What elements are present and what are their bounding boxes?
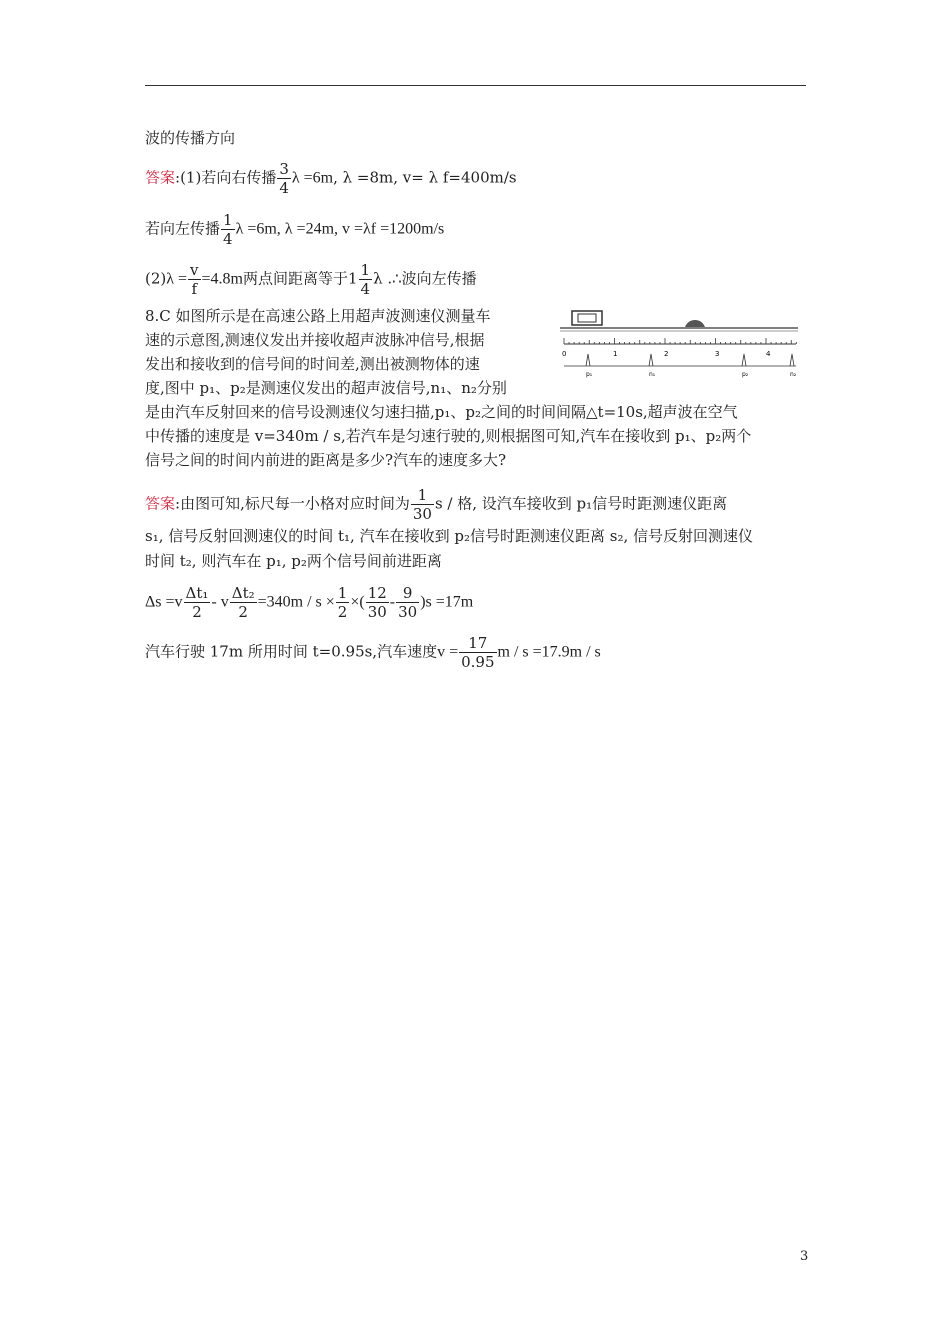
fraction: $\frac{\text{Δt₂}}{2}$ <box>231 584 255 621</box>
scale-label: 1 <box>613 350 618 358</box>
fraction: $\frac{1}{4}$ <box>360 261 371 298</box>
question-8-line-3: 发出和接收到的信号间的时间差,测出被测物体的速 <box>145 355 480 373</box>
fraction: $\frac{3}{4}$ <box>279 160 289 197</box>
signal-label: p₂ <box>742 371 749 378</box>
answer-2-line-2: s₁, 信号反射回测速仪的时间 t₁, 汽车在接收到 p₂信号时距测速仪距离 s₂, 信号反射回测速仪 <box>145 527 753 545</box>
fraction: $\frac{1}{4}$ <box>223 211 233 248</box>
signal-label: n₂ <box>790 371 797 378</box>
question-8-line-1: 8.C 如图所示是在高速公路上用超声波测速仪测量车 <box>145 307 491 325</box>
answer-2-line-3: 时间 t₂, 则汽车在 p₁, p₂两个信号间前进距离 <box>145 552 442 570</box>
continuation-text: 波的传播方向 <box>145 129 236 147</box>
scale-label: 3 <box>715 350 720 358</box>
fraction: $\frac{v}{f}$ <box>190 261 199 298</box>
scale-label: 0 <box>562 350 567 358</box>
fraction: $\frac{12}{30}$ <box>367 584 387 621</box>
answer-1-line-2: 若向左传播 $\frac{1}{4}$ λ =6m, λ =24m, v =λf =1200m/s <box>145 211 445 248</box>
answer-1-line-1: 答案:(1)若向右传播 $\frac{3}{4}$ λ =6m, λ =8m, v= λ f=400m/s <box>145 160 517 197</box>
signal-label: n₁ <box>649 371 656 378</box>
fraction: $\frac{17}{0.95}$ <box>461 634 495 671</box>
fraction: $\frac{9}{30}$ <box>398 584 418 621</box>
question-8-line-7: 信号之间的时间内前进的距离是多少?汽车的速度多大? <box>145 451 507 469</box>
car-icon <box>685 320 705 327</box>
question-8-line-6: 中传播的速度是 v=340m / s,若汽车是匀速行驶的,则根据图可知,汽车在接收到 p₁、p₂两个 <box>145 427 752 445</box>
signal-pulse <box>649 354 653 366</box>
question-8-line-4: 度,图中 p₁、p₂是测速仪发出的超声波信号,n₁、n₂分别 <box>145 379 507 397</box>
page-number: 3 <box>800 1249 809 1264</box>
header-rule <box>145 85 806 86</box>
scale-label: 4 <box>766 350 771 358</box>
answer-label: 答案 <box>145 168 176 187</box>
scale-label: 2 <box>664 350 669 358</box>
speed-meter-figure <box>558 304 804 382</box>
signal-pulse <box>790 354 794 366</box>
fraction: $\frac{\text{Δt₁}}{2}$ <box>185 584 209 621</box>
speed-meter-device <box>572 311 602 325</box>
answer-1-line-3: (2)λ = $\frac{v}{f}$ =4.8m两点间距离等于1 $\frac{1}{4}$ λ .∴波向左传播 <box>145 261 477 298</box>
signal-label: p₁ <box>586 371 593 378</box>
fraction: $\frac{1}{30}$ <box>412 486 432 523</box>
answer-2-line-5: 汽车行驶 17m 所用时间 t=0.95s,汽车速度v = $\frac{17}{0.95}$ m / s =17.9m / s <box>145 634 601 671</box>
question-8-line-5: 是由汽车反射回来的信号设测速仪匀速扫描,p₁、p₂之间的时间间隔△t=10s,超声波在空气 <box>145 403 738 421</box>
answer-2-line-1: 答案:由图可知,标尺每一小格对应时间为 $\frac{1}{30}$ s / 格, 设汽车接收到 p₁信号时距测速仪距离 <box>145 486 728 523</box>
question-8-line-2: 速的示意图,测速仪发出并接收超声波脉冲信号,根据 <box>145 331 485 349</box>
answer-2-equation: Δs =v $\frac{\text{Δt₁}}{2}$ - v $\frac{\text{Δt₂}}{2}$ =340m / s × $\frac{1}{2}$ ×( $\frac{12}{30}$ - $\frac{9}{30}$ )s =17m <box>145 584 474 621</box>
fraction: $\frac{1}{2}$ <box>337 584 348 621</box>
signal-pulse <box>586 354 590 366</box>
signal-pulse <box>742 354 746 366</box>
